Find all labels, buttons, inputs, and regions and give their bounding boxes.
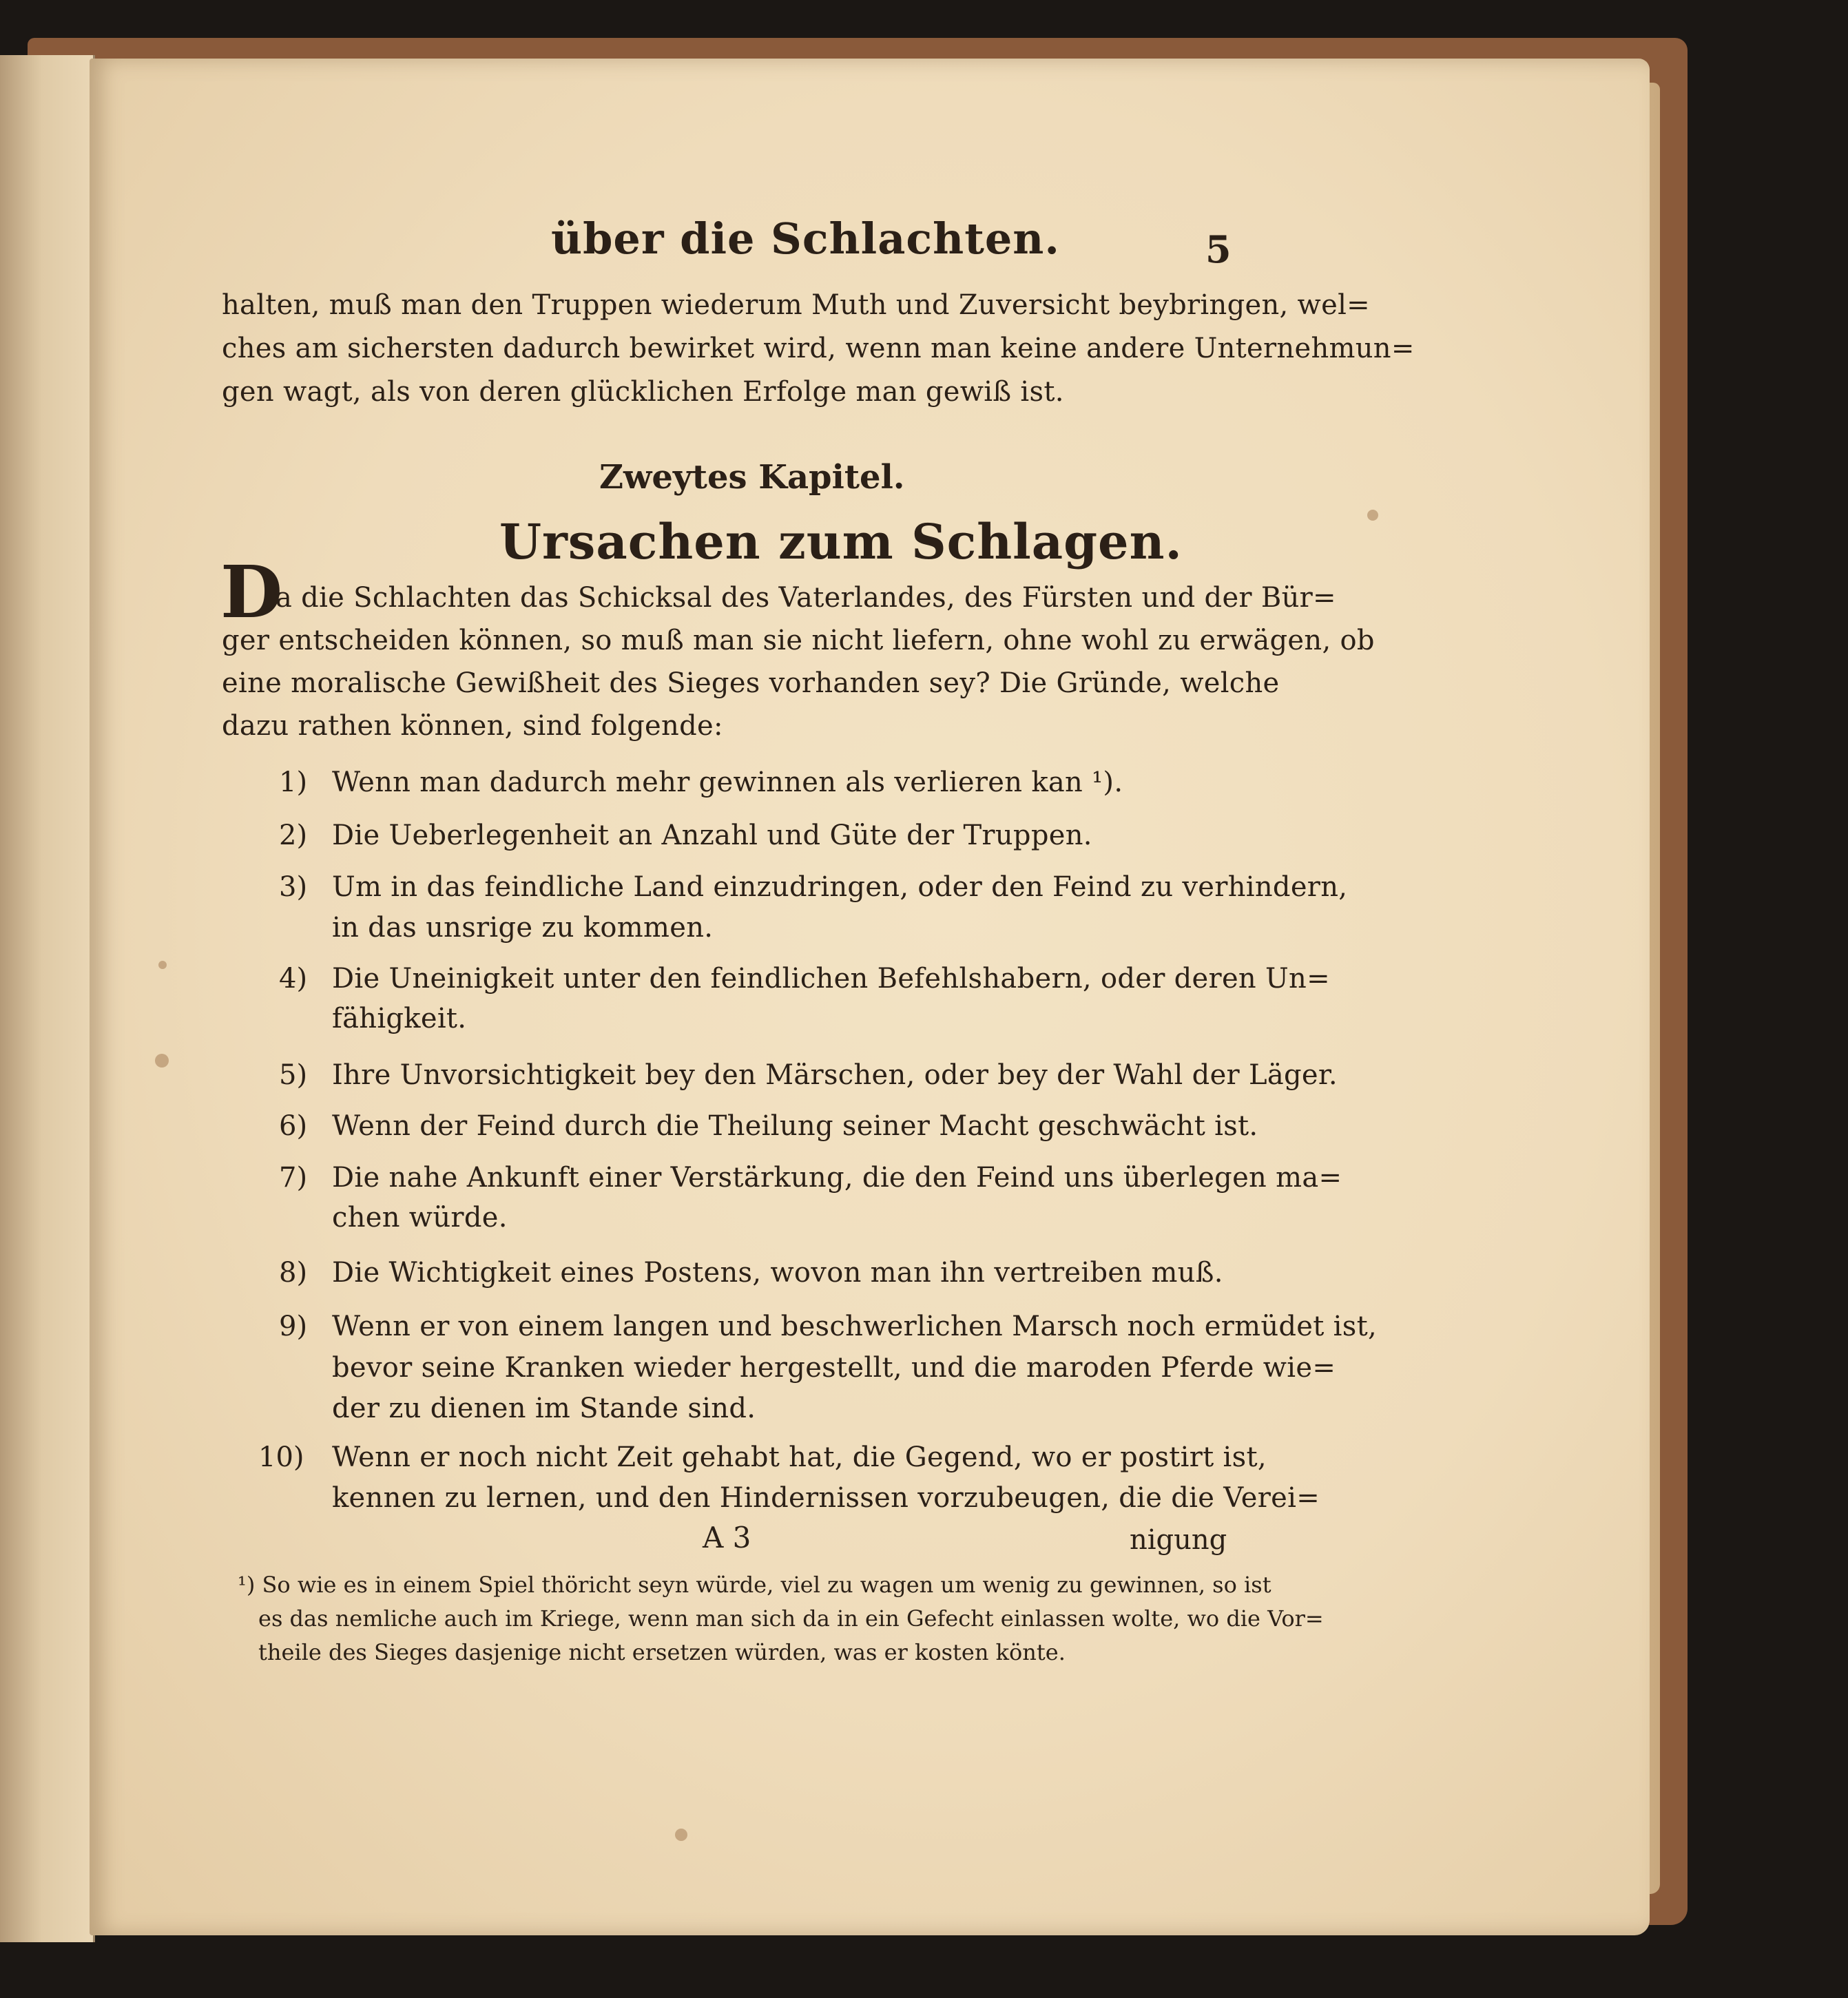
list-item-line: Ihre Unvorsichtigkeit bey den Märschen, oder bey der Wahl der Läger.: [332, 1059, 1338, 1091]
list-item-number: 9): [279, 1311, 308, 1342]
foxing-spot: [1367, 510, 1378, 521]
list-item-line: der zu dienen im Stande sind.: [332, 1393, 756, 1424]
intro-line: ches am sichersten dadurch bewirket wird, wenn man keine andere Unternehmun=: [222, 333, 1415, 364]
paragraph-line: ger entscheiden können, so muß man sie nicht liefern, ohne wohl zu erwägen, ob: [222, 625, 1375, 656]
foxing-spot: [675, 1829, 687, 1841]
chapter-title: Ursachen zum Schlagen.: [499, 513, 1183, 570]
list-item-line: Um in das feindliche Land einzudringen, oder den Feind zu verhindern,: [332, 871, 1348, 903]
list-item-line: in das unsrige zu kommen.: [332, 912, 714, 944]
list-item-line: Die Wichtigkeit eines Postens, wovon man ihn vertreiben muß.: [332, 1257, 1223, 1289]
list-item-number: 10): [258, 1442, 304, 1473]
foxing-spot: [155, 1054, 169, 1068]
paragraph-line: eine moralische Gewißheit des Sieges vorhanden sey? Die Gründe, welche: [222, 667, 1280, 699]
list-item-number: 5): [279, 1059, 308, 1091]
list-item-line: Die nahe Ankunft einer Verstärkung, die den Feind uns überlegen ma=: [332, 1162, 1342, 1194]
running-head: über die Schlachten.: [551, 214, 1060, 264]
list-item-number: 1): [279, 767, 308, 798]
list-item-line: Wenn er noch nicht Zeit gehabt hat, die Gegend, wo er postirt ist,: [332, 1442, 1267, 1473]
left-page-edge: [0, 55, 95, 1942]
list-item-number: 6): [279, 1110, 308, 1142]
intro-line: gen wagt, als von deren glücklichen Erfolge man gewiß ist.: [222, 376, 1064, 408]
foxing-spot: [158, 961, 167, 969]
list-item-line: chen würde.: [332, 1202, 508, 1234]
list-item-line: Wenn der Feind durch die Theilung seiner Macht geschwächt ist.: [332, 1110, 1258, 1142]
page-number: 5: [1205, 227, 1232, 271]
list-item-number: 8): [279, 1257, 308, 1289]
paragraph-line: a die Schlachten das Schicksal des Vaterlandes, des Fürsten und der Bür=: [276, 582, 1336, 614]
list-item-line: bevor seine Kranken wieder hergestellt, und die maroden Pferde wie=: [332, 1352, 1336, 1384]
list-item-line: fähigkeit.: [332, 1003, 467, 1034]
signature-mark: A 3: [703, 1521, 751, 1554]
list-item-number: 7): [279, 1162, 308, 1194]
intro-line: halten, muß man den Truppen wiederum Muth und Zuversicht beybringen, wel=: [222, 289, 1370, 321]
footnote-line: theile des Sieges dasjenige nicht ersetzen würden, was er kosten könte.: [258, 1639, 1066, 1665]
list-item-number: 4): [279, 963, 308, 995]
drop-cap: D: [220, 550, 283, 634]
chapter-label: Zweytes Kapitel.: [599, 458, 905, 497]
paragraph-line: dazu rathen können, sind folgende:: [222, 710, 723, 742]
footnote-line: es das nemliche auch im Kriege, wenn man sich da in ein Gefecht einlassen wolte, wo die Vor=: [258, 1605, 1324, 1632]
catchword: nigung: [1130, 1524, 1227, 1556]
list-item-line: kennen zu lernen, und den Hindernissen vorzubeugen, die die Verei=: [332, 1482, 1320, 1514]
footnote-line: ¹) So wie es in einem Spiel thöricht seyn würde, viel zu wagen um wenig zu gewinnen, so ist: [238, 1572, 1271, 1598]
list-item-number: 3): [279, 871, 308, 903]
list-item-number: 2): [279, 820, 308, 851]
list-item-line: Wenn man dadurch mehr gewinnen als verlieren kan ¹).: [332, 767, 1123, 798]
list-item-line: Wenn er von einem langen und beschwerlichen Marsch noch ermüdet ist,: [332, 1311, 1377, 1342]
list-item-line: Die Uneinigkeit unter den feindlichen Befehlshabern, oder deren Un=: [332, 963, 1330, 995]
list-item-line: Die Ueberlegenheit an Anzahl und Güte der Truppen.: [332, 820, 1092, 851]
